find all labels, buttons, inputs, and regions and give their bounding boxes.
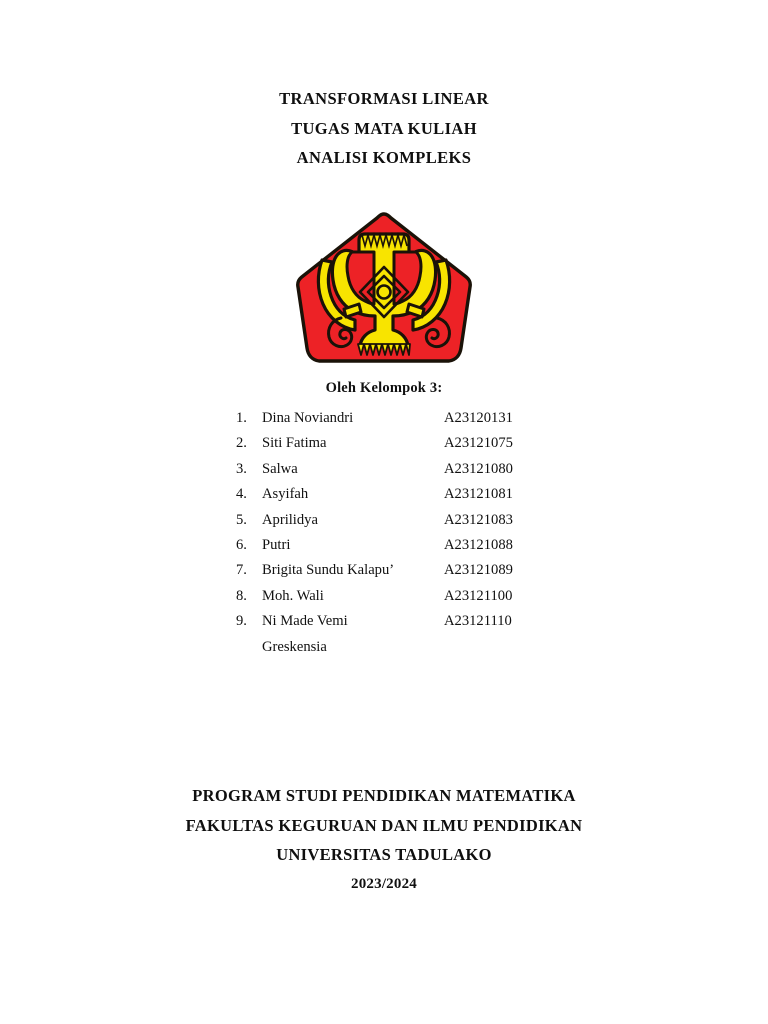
logo-container	[0, 212, 768, 372]
member-name: Aprilidya	[262, 511, 318, 528]
footer-line-university: UNIVERSITAS TADULAKO	[276, 845, 492, 864]
footer-academic-year: 2023/2024	[351, 875, 417, 892]
list-item	[236, 609, 576, 634]
member-id: A23121080	[444, 460, 513, 477]
member-id: A23121100	[444, 587, 513, 604]
member-name: Putri	[262, 536, 291, 553]
title-line-2: TUGAS MATA KULIAH	[291, 118, 477, 138]
member-name-continuation: Greskensia	[262, 638, 327, 655]
member-name: Siti Fatima	[262, 435, 327, 452]
footer-line-program: PROGRAM STUDI PENDIDIKAN MATEMATIKA	[192, 786, 576, 805]
member-id: A23121110	[444, 613, 512, 630]
member-id: A23121088	[444, 536, 513, 553]
list-item	[236, 508, 576, 533]
list-item	[236, 457, 576, 482]
member-name: Salwa	[262, 460, 298, 477]
list-item	[236, 584, 576, 609]
member-number: 5.	[236, 511, 247, 528]
member-name: Asyifah	[262, 486, 309, 503]
member-id: A23121083	[444, 511, 513, 528]
member-number: 1.	[236, 410, 247, 426]
member-name: Ni Made Vemi	[262, 613, 348, 630]
universitas-tadulako-logo-icon	[295, 212, 473, 372]
list-item	[236, 558, 576, 583]
member-id: A23121089	[444, 562, 513, 579]
list-item	[236, 482, 576, 507]
footer-line-faculty: FAKULTAS KEGURUAN DAN ILMU PENDIDIKAN	[185, 815, 583, 835]
member-id: A23120131	[444, 410, 513, 426]
member-name-continuation-row	[236, 635, 576, 660]
document-footer-block	[0, 781, 768, 899]
member-number: 6.	[236, 536, 247, 553]
member-name: Moh. Wali	[262, 587, 324, 604]
title-line-3: ANALISI KOMPLEKS	[296, 148, 472, 167]
member-list	[236, 406, 576, 660]
member-id: A23121081	[444, 486, 513, 503]
member-id: A23121075	[444, 435, 513, 452]
member-number: 4.	[236, 486, 247, 503]
list-item	[236, 406, 576, 431]
member-number: 7.	[236, 562, 247, 579]
member-name: Dina Noviandri	[262, 410, 354, 426]
member-number: 9.	[236, 613, 247, 630]
member-number: 3.	[236, 460, 247, 477]
document-title-block	[0, 84, 768, 173]
member-number: 8.	[236, 587, 247, 604]
member-number: 2.	[236, 435, 247, 452]
group-heading: Oleh Kelompok 3:	[325, 380, 443, 396]
list-item	[236, 431, 576, 456]
title-line-1: TRANSFORMASI LINEAR	[279, 89, 489, 108]
member-name: Brigita Sundu Kalapu’	[262, 562, 395, 579]
list-item	[236, 533, 576, 558]
